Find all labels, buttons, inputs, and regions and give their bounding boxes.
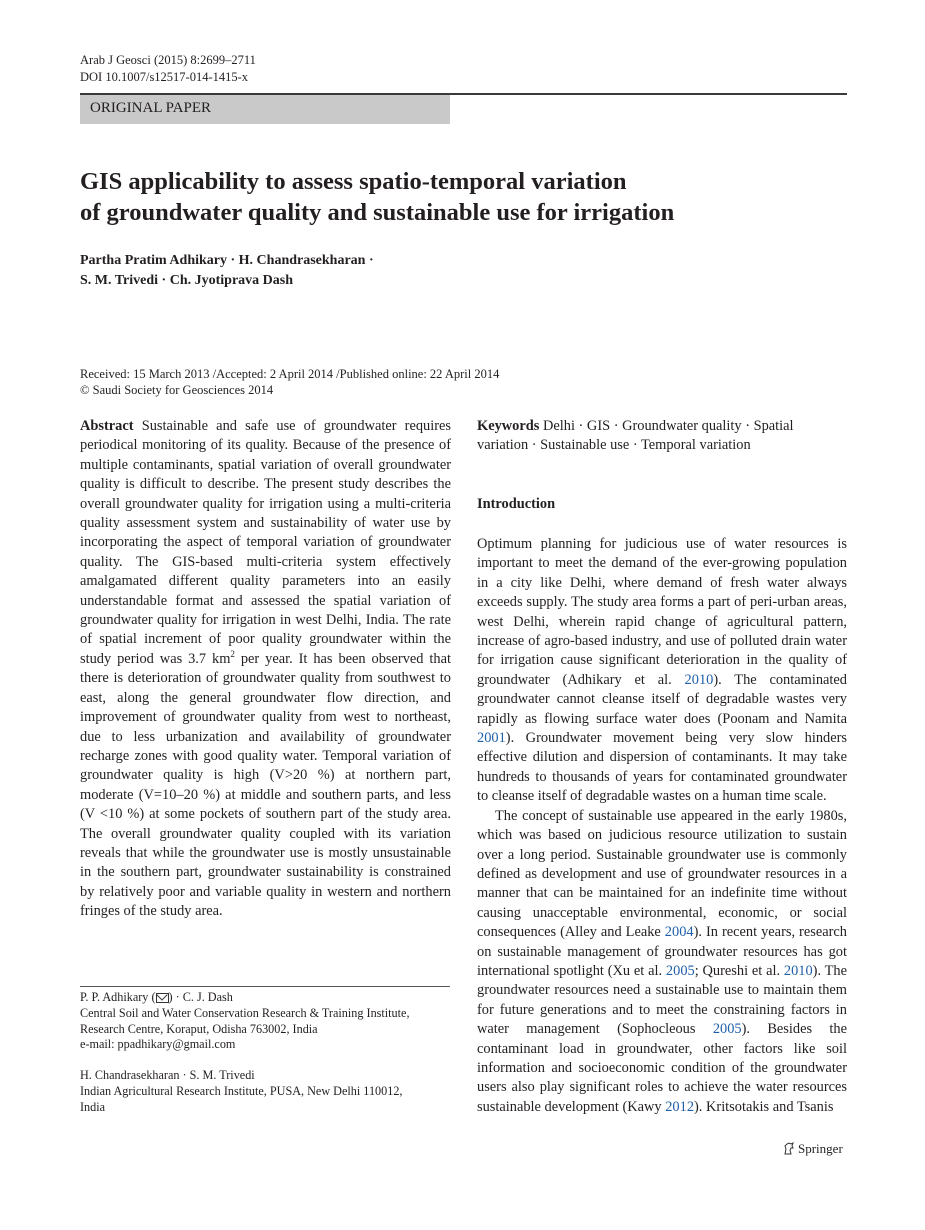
affiliation-1: P. P. Adhikary ( ) · C. J. Dash Central Soil and Water Conservation Research & Training Institute, Research Centre, Koraput, Odisha 763002, India e-mail: ppadhikary@gmail.com [80,990,450,1053]
publication-dates [80,366,499,398]
keywords [477,417,847,456]
keywords-label: Keywords [477,418,540,434]
paragraph: The concept of sustainable use appeared in the early 1980s, which was based on judicious resource utilization to sustain over a long period. Sustainable groundwater use is commonly defined as development and use of groundwater resources in a manner that can be maintained for an indefinite time without causing unacceptable environmental, economic, or social consequences (Alley and Leake 2004). In recent years, research on sustainable management of groundwater resources has got international spotlight (Xu et al. 2005; Qureshi et al. 2010). The groundwater resources need a sustainable use to maintain them for future generations and to meet the constraining factors in water management (Sophocleous 2005). Besides the contaminant load in groundwater, other factors like soil information and socioeconomic condition of the groundwater users also play significant roles to achieve the water resources sustainable development (Kawy 2012). Kritsotakis and Tsanis [477,807,847,1115]
history-dates: Received: 15 March 2013 /Accepted: 2 April 2014 /Published online: 22 April 2014 [80,367,500,381]
introduction-body [477,535,847,1117]
citation-link[interactable]: 2001 [477,730,506,747]
title-line: GIS applicability to assess spatio-temporal variation [80,168,627,195]
paragraph: Optimum planning for judicious use of water resources is important to meet the demand of the ever-growing population in a city like Delhi, where demand of fresh water always exceeds supply. The study area forms a part of peri-urban areas, west Delhi, wherein rapid change of agricultural pattern, increase of agro-based industry, and use of polluted drain water for irrigation cause significant deterioration in the quality of groundwater (Adhikary et al. 2010). The contaminated groundwater cannot cleanse itself of degradable wastes very rapidly as flowing surface water does (Poonam and Namita 2001). Groundwater movement being very slow hinders effective dilution and dispersion of contaminants. It may take hundreds to thousands of years for contaminated groundwater to cleanse itself of degradable wastes on a human time scale. [477,536,847,805]
citation-link[interactable]: 2010 [684,671,714,688]
copyright: © Saudi Society for Geosciences 2014 [80,383,274,397]
section-heading: Introduction [477,496,556,512]
affiliation-2: H. Chandrasekharan · S. M. Trivedi Indian Agricultural Research Institute, PUSA, New Delhi 110012, India [80,1068,403,1114]
title-line: of groundwater quality and sustainable use for irrigation [80,199,675,226]
author-line: Partha Pratim Adhikary · H. Chandrasekharan · [80,253,374,268]
abstract-text: Sustainable and safe use of groundwater requires periodical monitoring of its quality. Because of the presence of multiple contaminants, spatial variation of overall groundwater quality is difficult to describe. The present study describes the overall groundwater quality for irrigation using a multi-criteria quality assessment system and sustainability of water use by incorporating the aspect of temporal variation of groundwater quality. The GIS-based multi-criteria system effectively amalgamated different quality parameters into an easily understandable format and assessed the spatial variation of groundwater quality for irrigation in west Delhi, India. The rate of spatial increment of poor quality groundwater within the study period was 3.7 km [80,418,451,667]
superscript: 2 [230,649,235,660]
abstract [80,417,451,922]
author-line: S. M. Trivedi · Ch. Jyotiprava Dash [80,273,294,288]
keywords-text: Delhi · GIS · Groundwater quality · Spatial variation · Sustainable use · Temporal variation [477,418,794,454]
doi: DOI 10.1007/s12517-014-1415-x [80,70,249,84]
paper-title [80,166,850,228]
citation-link[interactable]: 2005 [665,962,695,979]
citation-link[interactable]: 2010 [783,962,813,979]
abstract-label: Abstract [80,418,134,434]
email[interactable]: e-mail: ppadhikary@gmail.com [80,1037,236,1052]
article-type-label: ORIGINAL PAPER [90,100,211,116]
mail-icon[interactable] [156,993,169,1003]
publisher-logo [783,1141,843,1157]
journal-citation: Arab J Geosci (2015) 8:2699–2711 [80,53,256,67]
article-type-banner [80,95,450,124]
publisher-name: Springer [798,1141,843,1156]
citation-link[interactable]: 2005 [712,1021,742,1038]
footnote-rule [80,986,450,987]
abstract-text: per year. It has been observed that there is deterioration of groundwater quality from southwest to east, along the general groundwater flow direction, and improvement of groundwater quality from west to northeast, due to less urbanization and availability of groundwater recharge zones with good quality water. Temporal variation of groundwater quality is high (V>20 %) at northern part, moderate (V=10–20 %) at middle and southern parts, and less (V <10 %) at some pockets of southern part of the study area. The overall groundwater quality coupled with its variation reveals that while the groundwater use is mostly unsustainable in the southern part, groundwater sustainability is constrained by relatively poor and variable quality in western and northern fringes of the study area. [80,650,451,920]
citation-link[interactable]: 2012 [665,1098,695,1115]
springer-horse-icon [783,1142,795,1155]
citation-link[interactable]: 2004 [664,924,694,941]
author-list [80,251,374,291]
